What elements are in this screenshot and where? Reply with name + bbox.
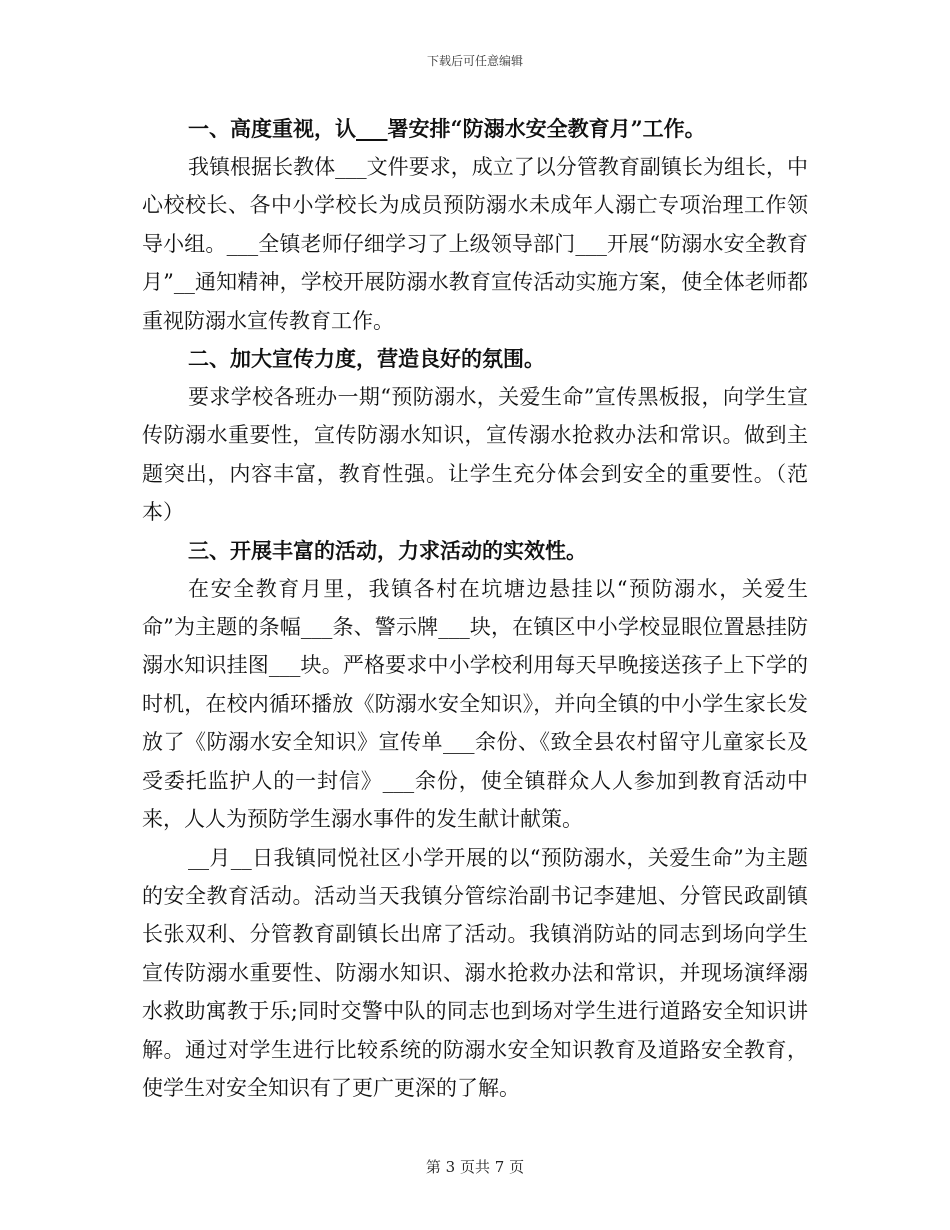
section-3-paragraph-2: __月__日我镇同悦社区小学开展的以“预防溺水，关爱生命”为主题的安全教育活动。活动当天我镇分管综治副书记李建旭、分管民政副镇长张双利、分管教育副镇长出席了活动。我镇消防站的同志到场向学生宣传防溺水重要性、防溺水知识、溺水抢救办法和常识，并现场演绎溺水救助寓教于乐;同时交警中队的同志也到场对学生进行道路安全知识讲解。通过对学生进行比较系统的防溺水安全知识教育及道路安全教育，使学生对安全知识有了更广更深的了解。	[142, 845, 808, 1100]
document-body	[142, 110, 808, 1107]
section-3-paragraph-1: 在安全教育月里，我镇各村在坑塘边悬挂以“预防溺水，关爱生命”为主题的条幅___条、警示牌___块，在镇区中小学校显眼位置悬挂防溺水知识挂图___块。严格要求中小学校利用每天早晚接送孩子上下学的时机，在校内循环播放《防溺水安全知识》，并向全镇的中小学生家长发放了《防溺水安全知识》宣传单___余份、《致全县农村留守儿童家长及受委托监护人的一封信》___余份，使全镇群众人人参加到教育活动中来，人人为预防学生溺水事件的发生献计献策。	[142, 576, 808, 832]
header-note: 下载后可任意编辑	[426, 54, 523, 68]
section-2-paragraph-1: 要求学校各班办一期“预防溺水，关爱生命”宣传黑板报，向学生宣传防溺水重要性，宣传防溺水知识，宣传溺水抢救办法和常识。做到主题突出，内容丰富，教育性强。让学生充分体会到安全的重要性。（范本）	[142, 385, 808, 525]
section-2-heading: 二、加大宣传力度，营造良好的氛围。	[188, 346, 545, 372]
section-1-paragraph-1: 我镇根据长教体___文件要求，成立了以分管教育副镇长为组长，中心校校长、各中小学校长为成员预防溺水未成年人溺亡专项治理工作领导小组。___全镇老师仔细学习了上级领导部门___开展“防溺水安全教育月”__通知精神，学校开展防溺水教育宣传活动实施方案，使全体老师都重视防溺水宣传教育工作。	[142, 155, 808, 333]
section-1-heading: 一、高度重视，认___署安排“防溺水安全教育月”工作。	[188, 116, 706, 141]
section-3-heading: 三、开展丰富的活动，力求活动的实效性。	[188, 537, 587, 563]
page-footer: 第 3 页共 7 页	[425, 1158, 525, 1176]
